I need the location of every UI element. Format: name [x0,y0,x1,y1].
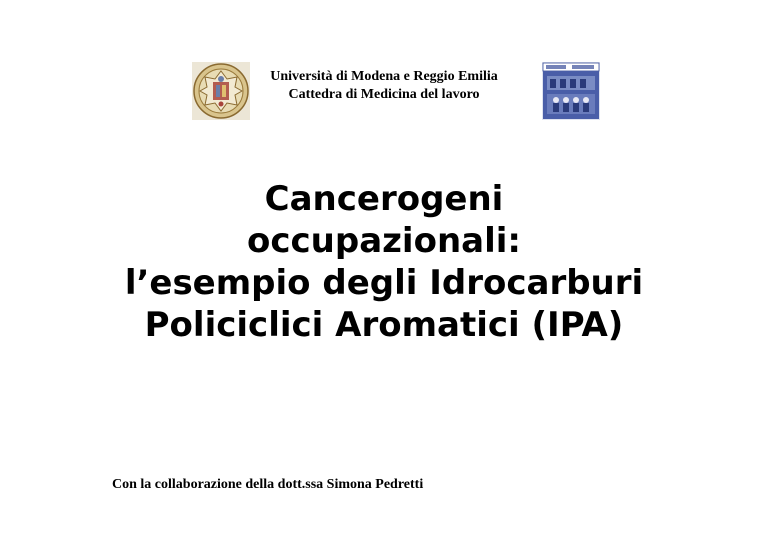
title-line-3: l’esempio degli Idrocarburi [124,263,644,303]
department-name: Cattedra di Medicina del lavoro [288,87,480,102]
header-text [250,68,518,104]
collaboration-credit: Con la collaborazione della dott.ssa Simona Pedretti [112,477,424,492]
title-line-1: Cancerogeni [264,179,504,219]
title-line-2: occupazionali: [246,221,521,261]
university-name: Università di Modena e Reggio Emilia [270,69,498,84]
slide-title [0,178,768,346]
medieval-illustration-icon [542,62,600,120]
university-seal-icon [192,62,250,120]
title-line-4: Policiclici Aromatici (IPA) [144,305,624,345]
slide-header [0,62,768,124]
